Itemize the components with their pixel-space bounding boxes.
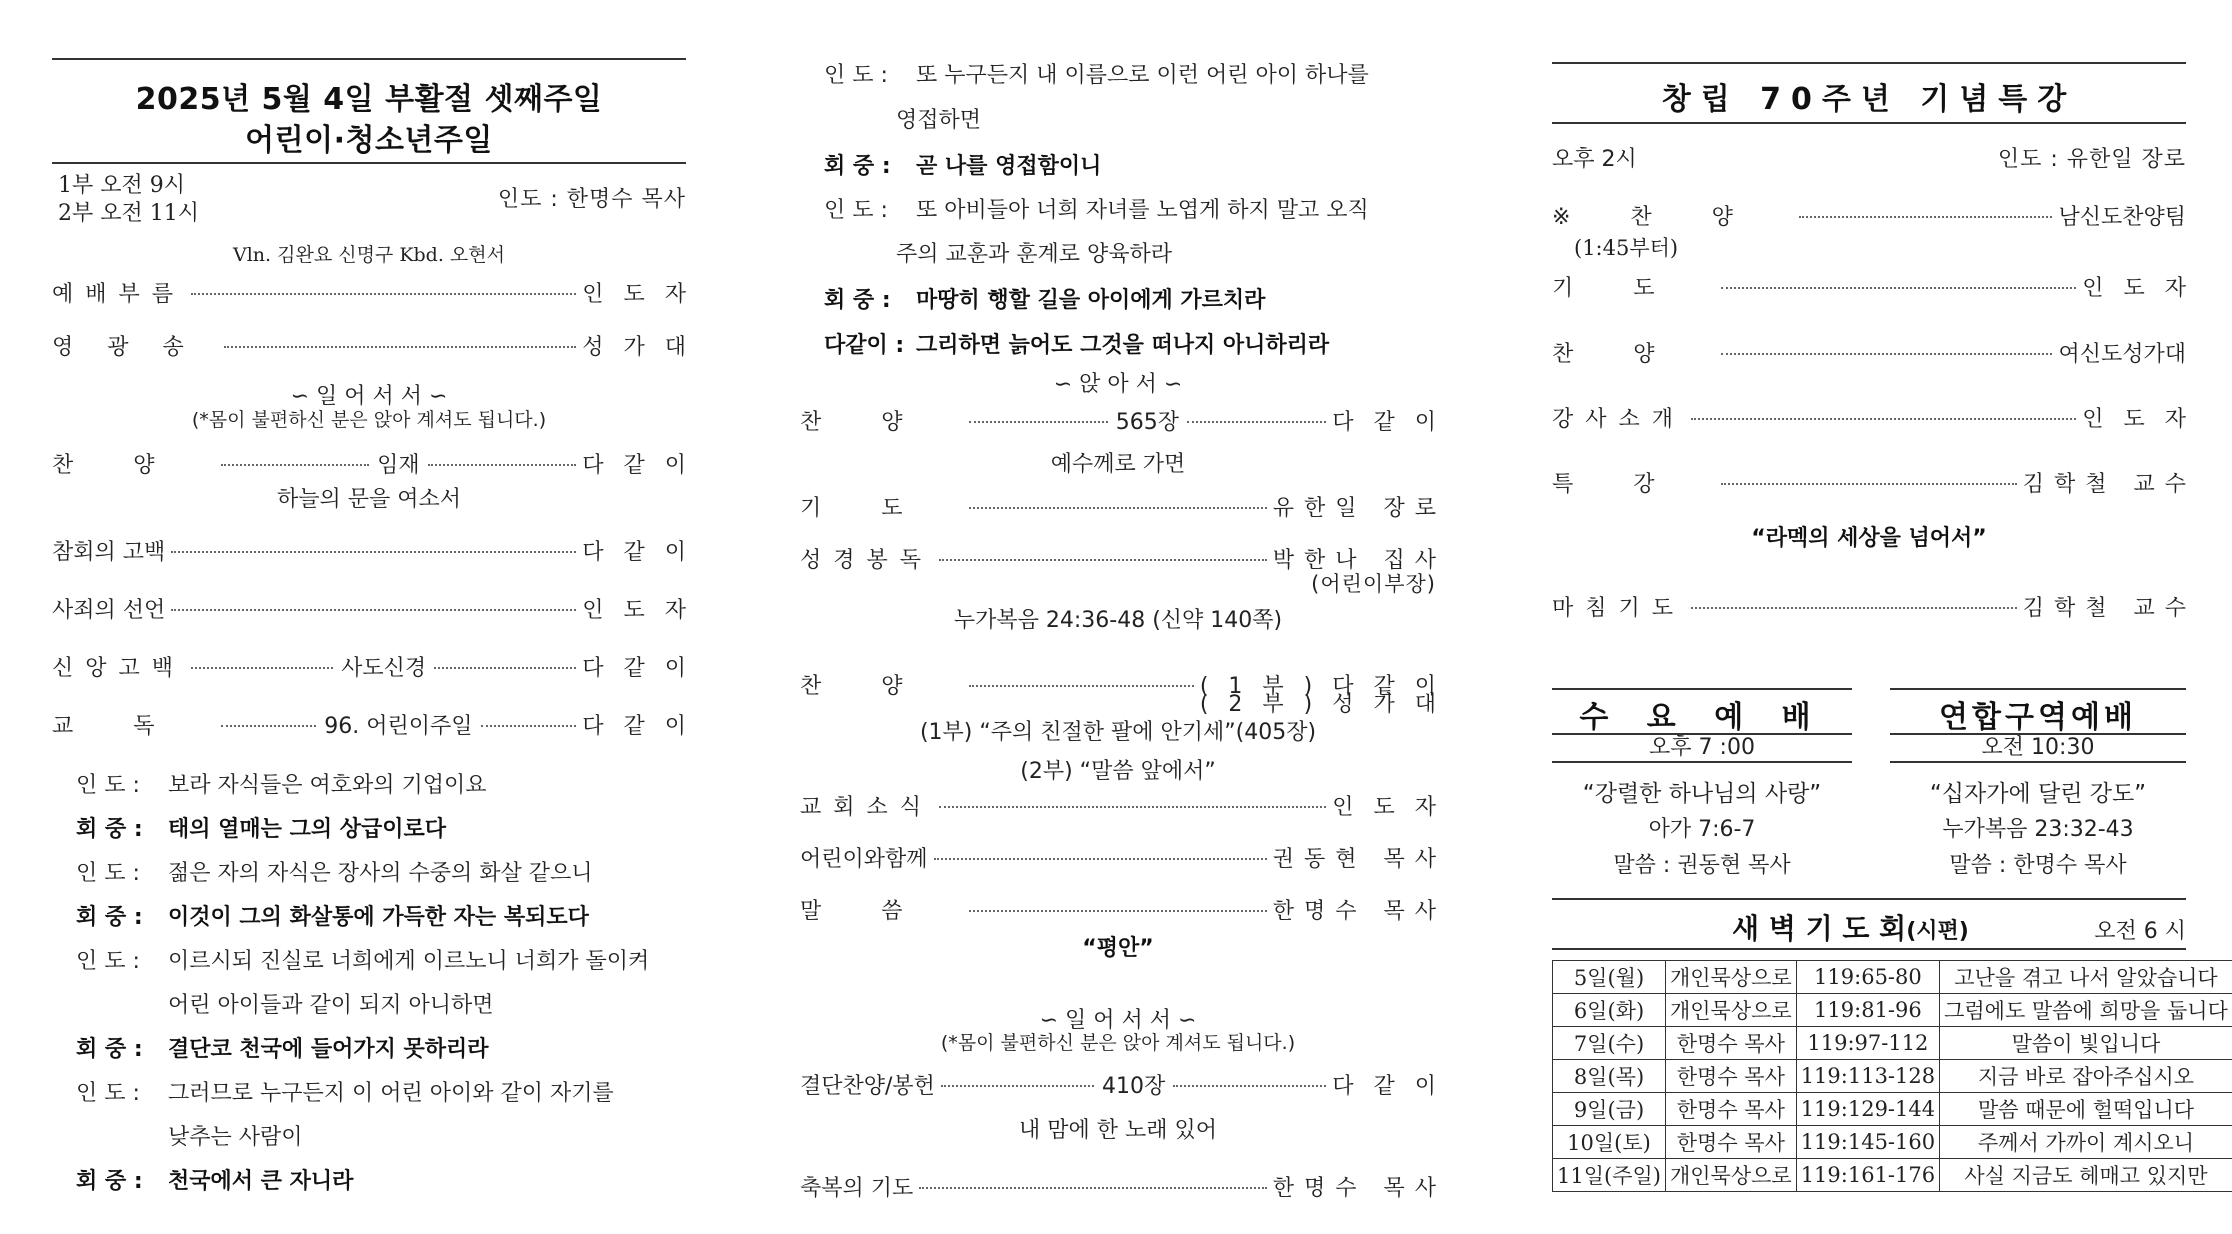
dawn-passage-cell: 119:145-160 bbox=[1796, 1126, 1939, 1159]
dawn-passage-cell: 119:161-176 bbox=[1796, 1159, 1939, 1192]
dawn-leader-cell: 개인묵상으로 bbox=[1665, 1159, 1796, 1192]
dawn-date-cell: 7일(수) bbox=[1553, 1027, 1666, 1060]
responsive-line: 인 도 : 이르시되 진실로 너희에게 이르노니 너희가 돌이켜 bbox=[76, 949, 650, 974]
worship-row-confession: 참회의 고백 다같이 bbox=[52, 539, 706, 565]
stand-up-caption: (*몸이 불편하신 분은 앉아 계셔도 됩니다.) bbox=[940, 1032, 1296, 1054]
dawn-topic-cell: 말씀이 빛입니다 bbox=[1940, 1027, 2232, 1060]
dawn-schedule-row bbox=[1553, 1126, 2232, 1159]
dawn-date-cell: 8일(목) bbox=[1553, 1060, 1666, 1093]
dawn-date-cell: 6일(화) bbox=[1553, 994, 1666, 1027]
lecture-row-choir: 찬양 여신도성가대 bbox=[1552, 341, 2186, 367]
service-time-1: 1부 오전 9시 bbox=[58, 173, 185, 198]
responsive-line: 다같이 : 그리하면 늙어도 그것을 떠나지 아니하리라 bbox=[824, 333, 1330, 358]
service-date-title: 2025년 5월 4일 부활절 셋째주일 bbox=[135, 82, 603, 117]
wed-service-title: 수 요 예 배 bbox=[1579, 700, 1825, 735]
responsive-line-continued: 낮추는 사람이 bbox=[168, 1125, 303, 1150]
stand-up-note: ∽ 일 어 서 서 ∽ bbox=[290, 384, 448, 409]
wed-sermon-title: “강렬한 하나님의 사랑” bbox=[1582, 781, 1822, 807]
special-lecture-column bbox=[1552, 0, 2228, 1234]
service-leader: 인도 : 한명수 목사 bbox=[497, 187, 686, 212]
district-preacher: 말씀 : 한명수 목사 bbox=[1949, 853, 2127, 878]
dawn-topic-cell: 지금 바로 잡아주십시오 bbox=[1940, 1060, 2232, 1093]
responsive-line: 회 중 : 태의 열매는 그의 상급이로다 bbox=[76, 817, 447, 842]
worship-row-praise: 찬양 임재 다같이 bbox=[52, 452, 707, 478]
lecture-time: 오후 2시 bbox=[1552, 147, 1637, 172]
dawn-schedule-row bbox=[1553, 1060, 2232, 1093]
district-sermon-title: “십자가에 달린 강도” bbox=[1929, 781, 2147, 807]
dawn-passage-cell: 119:129-144 bbox=[1796, 1093, 1939, 1126]
dawn-leader-cell: 한명수 목사 bbox=[1665, 1093, 1796, 1126]
dawn-topic-cell: 사실 지금도 헤매고 있지만 bbox=[1940, 1159, 2232, 1192]
dawn-schedule-row bbox=[1553, 1093, 2232, 1126]
choir-song-first-service: (1부) “주의 친절한 팔에 안기세”(405장) bbox=[919, 720, 1317, 745]
responsive-line: 회 중 : 천국에서 큰 자니라 bbox=[76, 1169, 354, 1194]
lecture-row-speaker-intro: 강사소개 인도자 bbox=[1552, 406, 2206, 432]
worship-row-doxology: 영광송 성가대 bbox=[52, 334, 706, 360]
dawn-passage-cell: 119:65-80 bbox=[1796, 961, 1939, 994]
dawn-schedule-row bbox=[1553, 994, 2232, 1027]
offering-hymn-title: 내 맘에 한 노래 있어 bbox=[1019, 1118, 1217, 1143]
worship-row-sermon: 말씀 한명수 목사 bbox=[800, 898, 1446, 924]
dawn-prayer-time: 오전 6 시 bbox=[2094, 919, 2186, 944]
lecture-row-prayer: 기도 인도자 bbox=[1552, 275, 2206, 301]
top-rule bbox=[1552, 62, 2186, 64]
dawn-passage-cell: 119:113-128 bbox=[1796, 1060, 1939, 1093]
musicians: Vln. 김완요 신명구 Kbd. 오현서 bbox=[233, 244, 505, 266]
responsive-line-continued: 영접하면 bbox=[896, 108, 982, 133]
responsive-line: 인 도 : 또 누구든지 내 이름으로 이런 어린 아이 하나를 bbox=[824, 63, 1369, 88]
praise-start-note: (1:45부터) bbox=[1574, 236, 1679, 260]
choir-second-service: (2부)성가대 bbox=[1199, 692, 1456, 717]
lecture-leader: 인도 : 유한일 장로 bbox=[1997, 147, 2186, 172]
choir-song-second-service: (2부) “말씀 앞에서” bbox=[1020, 759, 1216, 784]
worship-row-responsive-reading: 교독 96. 어린이주일 다같이 bbox=[52, 713, 706, 739]
dawn-passage-cell: 119:97-112 bbox=[1796, 1027, 1939, 1060]
title-rule bbox=[1552, 122, 2186, 124]
stand-up-note: ∽ 일 어 서 서 ∽ bbox=[1039, 1008, 1197, 1033]
dawn-passage-cell: 119:81-96 bbox=[1796, 994, 1939, 1027]
district-bottom-rule bbox=[1890, 761, 2186, 763]
dawn-topic-cell: 그럼에도 말씀에 희망을 둡니다 bbox=[1940, 994, 2232, 1027]
sit-down-note: ∽ 앉 아 서 ∽ bbox=[1053, 372, 1183, 397]
dawn-leader-cell: 개인묵상으로 bbox=[1665, 994, 1796, 1027]
wed-service-time: 오후 7 :00 bbox=[1649, 735, 1755, 760]
order-of-worship-column-1 bbox=[52, 0, 707, 1234]
dawn-leader-cell: 개인묵상으로 bbox=[1665, 961, 1796, 994]
title-rule bbox=[52, 162, 686, 164]
responsive-line: 인 도 : 또 아비들아 너희 자녀를 노엽게 하지 말고 오직 bbox=[824, 198, 1369, 223]
reader-role: (어린이부장) bbox=[1311, 572, 1436, 596]
lecture-row-closing-prayer: 마침기도 김학철 교수 bbox=[1552, 595, 2196, 621]
dawn-mid-rule bbox=[1552, 948, 2186, 950]
dawn-top-rule bbox=[1552, 898, 2186, 900]
responsive-line: 회 중 : 결단코 천국에 들어가지 못하리라 bbox=[76, 1037, 489, 1062]
dawn-topic-cell: 주께서 가까이 계시오니 bbox=[1940, 1126, 2232, 1159]
dawn-topic-cell: 말씀 때문에 헐떡입니다 bbox=[1940, 1093, 2232, 1126]
worship-row-announcements: 교회소식 인도자 bbox=[800, 794, 1456, 820]
responsive-line: 회 중 : 마땅히 행할 길을 아이에게 가르치라 bbox=[824, 288, 1266, 313]
sermon-title: “평안” bbox=[1082, 936, 1154, 961]
stand-up-caption: (*몸이 불편하신 분은 앉아 계셔도 됩니다.) bbox=[191, 409, 547, 431]
dawn-prayer-schedule bbox=[1552, 960, 2232, 1192]
worship-row-creed: 신앙고백 사도신경 다같이 bbox=[52, 655, 707, 681]
lecture-row-praise: ※찬양 남신도찬양팀 bbox=[1552, 204, 2186, 230]
wed-preacher: 말씀 : 권동현 목사 bbox=[1613, 853, 1791, 878]
responsive-line: 인 도 : 보라 자식들은 여호와의 기업이요 bbox=[76, 773, 487, 798]
worship-row-children-time: 어린이와함께 권동현 목사 bbox=[800, 846, 1446, 872]
dawn-schedule-row bbox=[1553, 961, 2232, 994]
wed-scripture: 아가 7:6-7 bbox=[1648, 817, 1756, 842]
dawn-leader-cell: 한명수 목사 bbox=[1665, 1126, 1796, 1159]
scripture-passage: 누가복음 24:36-48 (신약 140쪽) bbox=[953, 608, 1283, 633]
dawn-schedule-row bbox=[1553, 1159, 2232, 1192]
top-rule bbox=[52, 58, 686, 60]
responsive-line: 회 중 : 곧 나를 영접함이니 bbox=[824, 154, 1102, 179]
service-theme-title: 어린이·청소년주일 bbox=[245, 123, 493, 158]
dawn-date-cell: 10일(토) bbox=[1553, 1126, 1666, 1159]
dawn-topic-cell: 고난을 겪고 나서 알았습니다 bbox=[1940, 961, 2232, 994]
dawn-date-cell: 9일(금) bbox=[1553, 1093, 1666, 1126]
praise-song-title: 하늘의 문을 여소서 bbox=[276, 487, 461, 512]
hymn-title: 예수께로 가면 bbox=[1050, 452, 1186, 477]
worship-row-absolution: 사죄의 선언 인도자 bbox=[52, 597, 706, 623]
responsive-line-continued: 주의 교훈과 훈계로 양육하라 bbox=[896, 242, 1173, 267]
dawn-prayer-title: 새 벽 기 도 회(시편) bbox=[1732, 912, 1969, 945]
responsive-line-continued: 어린 아이들과 같이 되지 아니하면 bbox=[168, 993, 494, 1018]
wed-top-rule bbox=[1552, 688, 1852, 690]
responsive-line: 회 중 : 이것이 그의 화살통에 가득한 자는 복되도다 bbox=[76, 905, 589, 930]
service-time-2: 2부 오전 11시 bbox=[58, 201, 199, 226]
worship-row-call: 예배부름 인도자 bbox=[52, 281, 706, 307]
district-scripture: 누가복음 23:32-43 bbox=[1942, 817, 2134, 842]
dawn-schedule-row bbox=[1553, 1027, 2232, 1060]
lecture-title: “라멕의 세상을 넘어서” bbox=[1751, 526, 1987, 551]
worship-row-offering: 결단찬양/봉헌 410장 다같이 bbox=[800, 1073, 1457, 1099]
worship-row-choir: 찬양 (1부)다같이 bbox=[800, 673, 1456, 699]
wed-bottom-rule bbox=[1552, 761, 1852, 763]
lecture-row-lecture: 특강 김학철 교수 bbox=[1552, 471, 2196, 497]
worship-row-prayer: 기도 유한일 장로 bbox=[800, 495, 1446, 521]
lecture-heading: 창립 70주년 기념특강 bbox=[1661, 82, 2077, 117]
dawn-leader-cell: 한명수 목사 bbox=[1665, 1060, 1796, 1093]
responsive-line: 인 도 : 그러므로 누구든지 이 어린 아이와 같이 자기를 bbox=[76, 1081, 614, 1106]
dawn-date-cell: 11일(주일) bbox=[1553, 1159, 1666, 1192]
worship-row-hymn: 찬양 565장 다같이 bbox=[800, 409, 1456, 435]
worship-row-scripture-reading: 성경봉독 박한나 집사 bbox=[800, 547, 1446, 573]
district-service-title: 연합구역예배 bbox=[1939, 700, 2137, 735]
district-service-time: 오전 10:30 bbox=[1981, 735, 2095, 760]
district-top-rule bbox=[1890, 688, 2186, 690]
responsive-line: 인 도 : 젊은 자의 자식은 장사의 수중의 화살 같으니 bbox=[76, 861, 593, 886]
dawn-date-cell: 5일(월) bbox=[1553, 961, 1666, 994]
worship-row-benediction: 축복의 기도 한명수 목사 bbox=[800, 1175, 1446, 1201]
order-of-worship-column-2 bbox=[800, 0, 1457, 1234]
dawn-leader-cell: 한명수 목사 bbox=[1665, 1027, 1796, 1060]
